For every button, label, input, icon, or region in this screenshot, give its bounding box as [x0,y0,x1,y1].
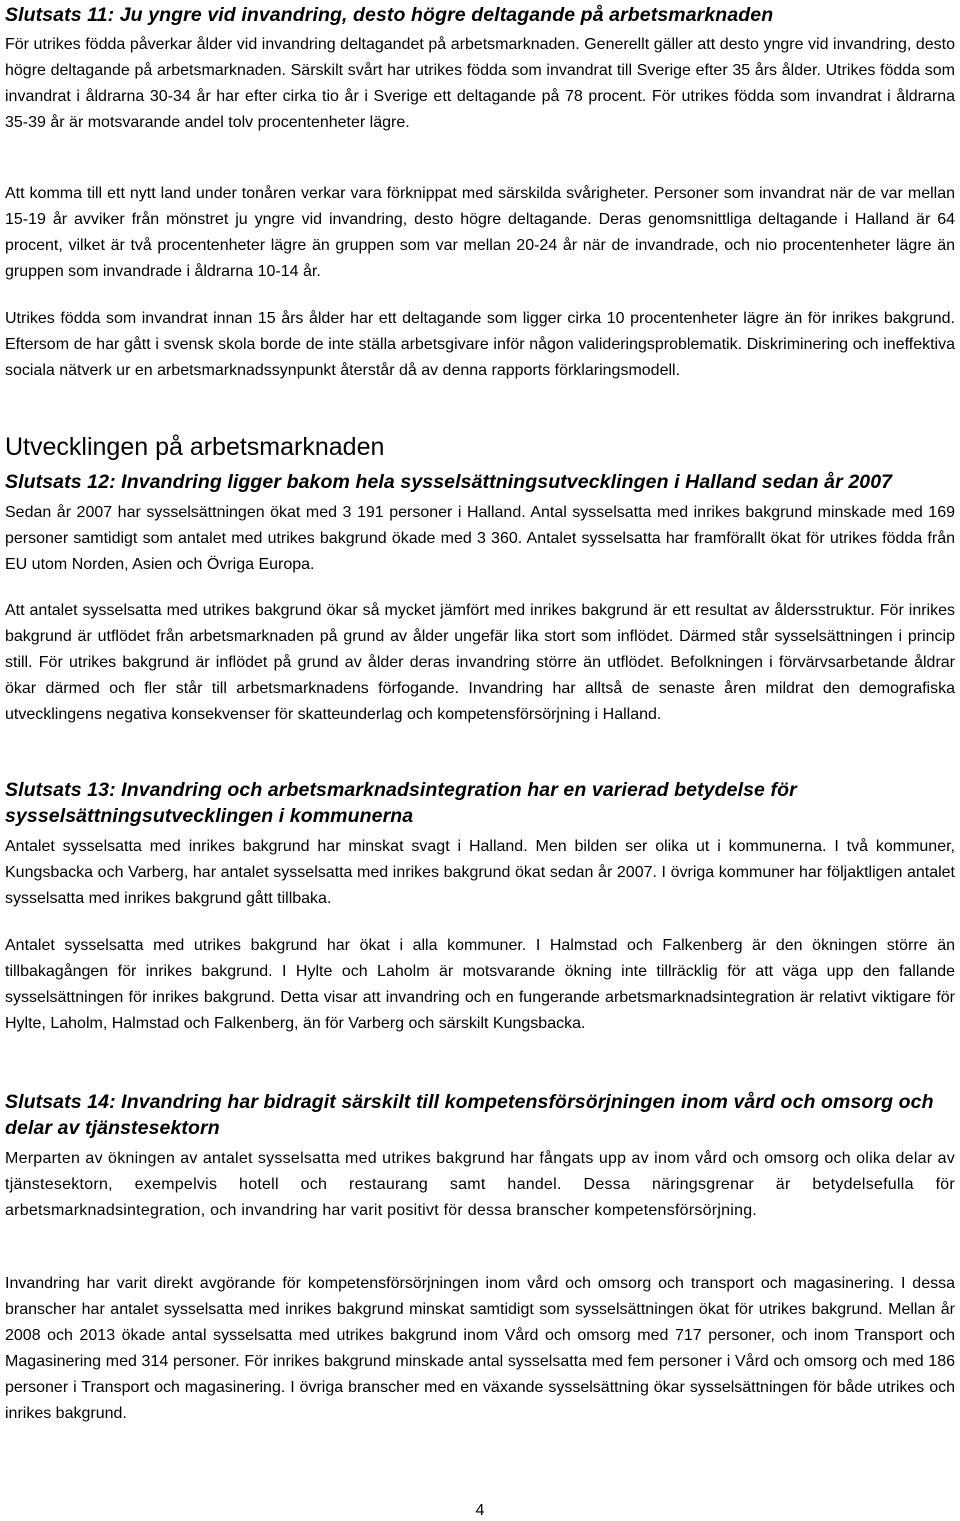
slutsats-12-paragraph-2: Att antalet sysselsatta med utrikes bakgrund ökar så mycket jämfört med inrikes bakgrund är ett resultat av åldersstruktur. För inrikes bakgrund är utflödet från arbetsmarknaden på grund av ålder ungefär lika stort som inflödet. Därmed står sysselsättningen i princip still. För utrikes bakgrund är inflödet på grund av ålder deras invandring större än utflödet. Befolkningen i förvärvsarbetande åldrar ökar därmed och fler står till arbetsmarknadens förfogande. Invandring har alltså de senaste åren mildrat den demografiska utvecklingens negativa konsekvenser för skatteunderlag och kompetensförsörjning i Halland. [5,602,955,723]
page-number: 4 [475,1502,485,1519]
slutsats-13-paragraph-2: Antalet sysselsatta med utrikes bakgrund har ökat i alla kommuner. I Halmstad och Falkenberg är den ökningen större än tillbakagången för inrikes bakgrund. I Hylte och Laholm är motsvarande ökning inte tillräcklig för att väga upp den fallande sysselsättningen för inrikes bakgrund. Detta visar att invandring och en fungerande arbetsmarknadsintegration är relativt viktigare för Hylte, Laholm, Halmstad och Falkenberg, än för Varberg och särskilt Kungsbacka. [5,937,955,1032]
slutsats-11-paragraph-3: Utrikes födda som invandrat innan 15 års ålder har ett deltagande som ligger cirka 10 procentenheter lägre än för inrikes bakgrund. Eftersom de har gått i svensk skola borde de inte ställa arbetsgivare inför någon valideringsproblematik. Diskriminering och ineffektiva sociala nätverk ur en arbetsmarknadssynpunkt återstår då av denna rapports förklaringsmodell. [5,310,955,379]
slutsats-11-paragraph-2: Att komma till ett nytt land under tonåren verkar vara förknippat med särskilda svårigheter. Personer som invandrat när de var mellan 15-19 år avviker från mönstret ju yngre vid invandring, desto högre deltagande. Deras genomsnittliga deltagande i Halland är 64 procent, vilket är två procentenheter lägre än gruppen som var mellan 20-24 år när de invandrade, och nio procentenheter lägre än gruppen som invandrade i åldrarna 10-14 år. [5,185,955,280]
slutsats-11-heading: Slutsats 11: Ju yngre vid invandring, desto högre deltagande på arbetsmarknaden [5,4,774,26]
slutsats-13-paragraph-1: Antalet sysselsatta med inrikes bakgrund har minskat svagt i Halland. Men bilden ser olika ut i kommunerna. I två kommuner, Kungsbacka och Varberg, har antalet sysselsatta med inrikes bakgrund ökat sedan år 2007. I övriga kommuner har följaktligen antalet sysselsatta med inrikes bakgrund gått tillbaka. [5,838,955,907]
section-heading-arbetsmarknaden: Utvecklingen på arbetsmarknaden [5,433,385,461]
slutsats-12-heading: Slutsats 12: Invandring ligger bakom hela sysselsättningsutvecklingen i Halland sedan år 2007 [5,471,893,493]
slutsats-14-paragraph-1: Merparten av ökningen av antalet sysselsatta med utrikes bakgrund har fångats upp av inom vård och omsorg och olika delar av tjänstesektorn, exempelvis hotell och restaurang samt handel. Dessa näringsgrenar är betydelsefulla för arbetsmarknadsintegration, och invandring har varit positivt för dessa branscher kompetensförsörjning. [5,1150,955,1219]
slutsats-11-paragraph-1: För utrikes födda påverkar ålder vid invandring deltagandet på arbetsmarknaden. Generellt gäller att desto yngre vid invandring, desto högre deltagande på arbetsmarknaden. Särskilt svårt har utrikes födda som invandrat till Sverige efter 35 års ålder. Utrikes födda som invandrat i åldrarna 30-34 år har efter cirka tio år i Sverige ett deltagande på 78 procent. För utrikes födda som invandrat i åldrarna 35-39 år är motsvarande andel tolv procentenheter lägre. [5,36,955,131]
slutsats-14-heading: Slutsats 14: Invandring har bidragit särskilt till kompetensförsörjningen inom vård och omsorg och delar av tjänstesektorn [5,1091,934,1139]
slutsats-13-heading: Slutsats 13: Invandring och arbetsmarknadsintegration har en varierad betydelse för sysselsättningsutvecklingen i kommunerna [5,779,797,827]
slutsats-14-paragraph-2: Invandring har varit direkt avgörande för kompetensförsörjningen inom vård och omsorg och transport och magasinering. I dessa branscher har antalet sysselsatta med inrikes bakgrund minskat samtidigt som sysselsättningen ökat för utrikes bakgrund. Mellan år 2008 och 2013 ökade antal sysselsatta med utrikes bakgrund inom Vård och omsorg med 717 personer, och inom Transport och Magasinering med 314 personer. För inrikes bakgrund minskade antal sysselsatta med fem personer i Vård och omsorg och med 186 personer i Transport och magasinering. I övriga branscher med en växande sysselsättning ökar sysselsättningen för både utrikes och inrikes bakgrund. [5,1275,955,1422]
slutsats-12-paragraph-1: Sedan år 2007 har sysselsättningen ökat med 3 191 personer i Halland. Antal sysselsatta med inrikes bakgrund minskade med 169 personer samtidigt som antalet med utrikes bakgrund ökade med 3 360. Antalet sysselsatta har framförallt ökat för utrikes födda från EU utom Norden, Asien och Övriga Europa. [5,504,955,573]
